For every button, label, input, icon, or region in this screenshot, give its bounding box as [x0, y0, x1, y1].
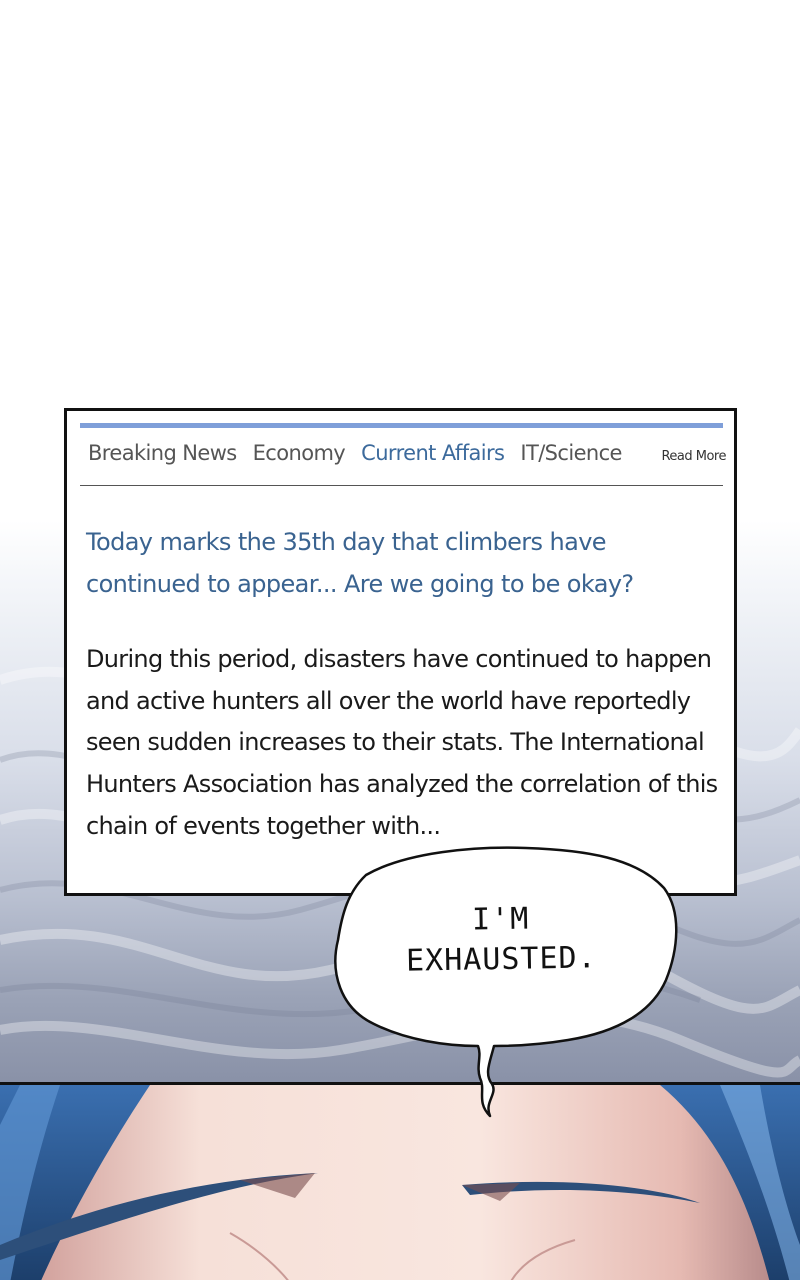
speech-line-2: EXHAUSTED.	[405, 940, 597, 979]
news-category-nav	[88, 441, 728, 471]
accent-bar	[80, 423, 723, 428]
nav-current-affairs[interactable]: Current Affairs	[361, 441, 505, 465]
nav-breaking-news[interactable]: Breaking News	[88, 441, 237, 465]
speech-bubble	[326, 840, 686, 1130]
news-article-card	[64, 408, 737, 896]
speech-bubble-text	[375, 898, 626, 982]
nav-it-science[interactable]: IT/Science	[520, 441, 622, 465]
nav-divider	[80, 485, 723, 486]
nav-economy[interactable]: Economy	[252, 441, 346, 465]
read-more-link[interactable]: Read More	[661, 449, 726, 464]
article-headline[interactable]: Today marks the 35th day that climbers have continued to appear... Are we going to be okay?	[86, 528, 634, 598]
speech-line-1: I'M	[471, 901, 530, 938]
article-body: During this period, disasters have continued to happen and active hunters all over the world have reportedly seen sudden increases to their stats. The International Hunters Association has analyzed the correlation of this chain of events together with...	[86, 645, 718, 840]
